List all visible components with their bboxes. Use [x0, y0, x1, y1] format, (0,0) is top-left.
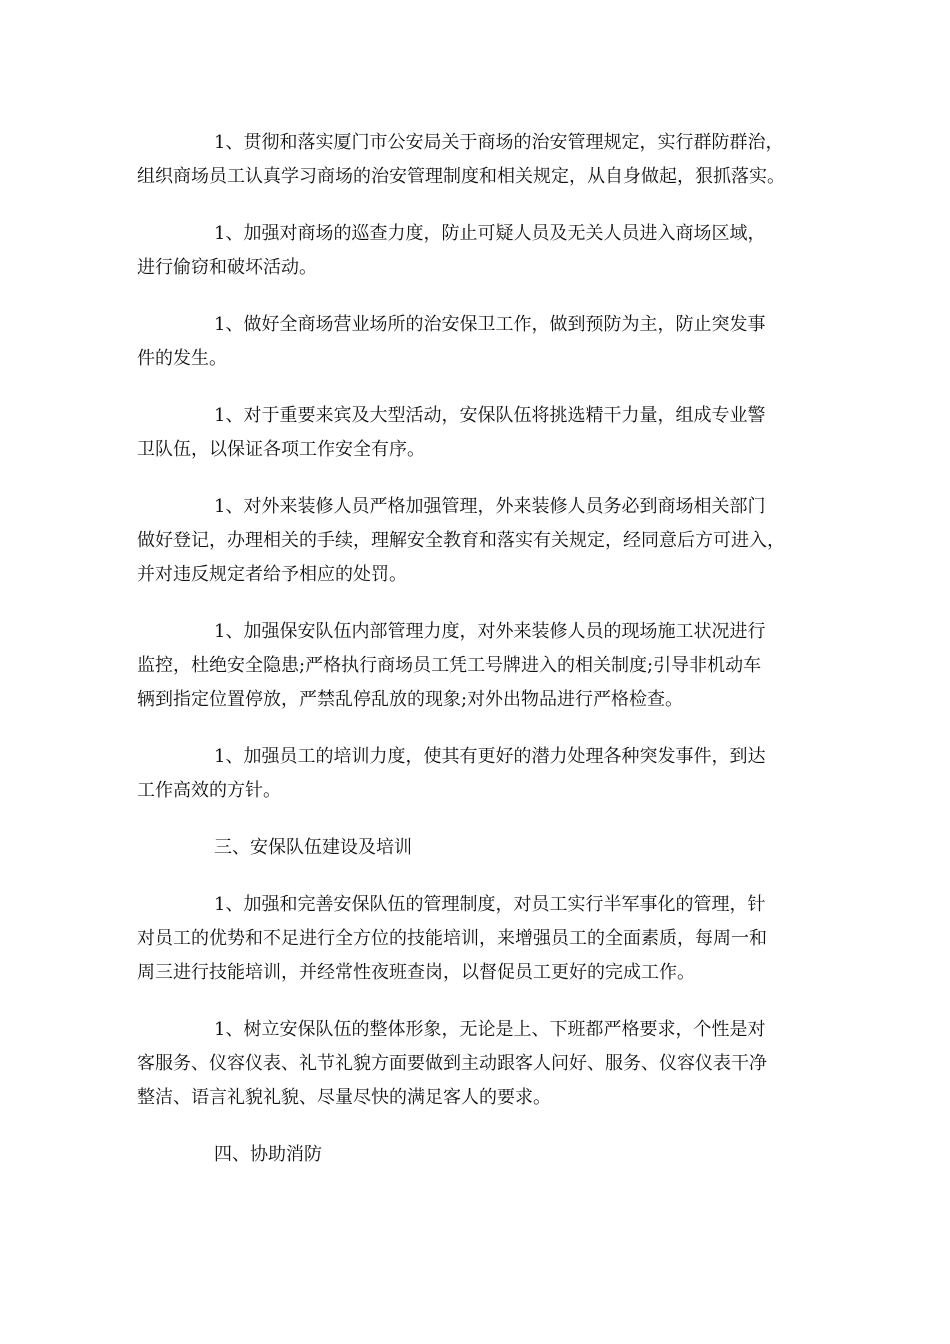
paragraph-line: 1、加强保安队伍内部管理力度，对外来装修人员的现场施工状况进行 — [214, 621, 766, 642]
paragraph-line: 客服务、仪容仪表、礼节礼貌方面要做到主动跟客人问好、服务、仪容仪表干净 — [137, 1053, 767, 1074]
document-body — [137, 126, 827, 1195]
paragraph-line: 件的发生。 — [137, 348, 227, 369]
section-heading-text: 三、安保队伍建设及培训 — [214, 837, 412, 858]
paragraph-line: 并对违反规定者给予相应的处罚。 — [137, 564, 407, 585]
paragraph-line: 进行偷窃和破坏活动。 — [137, 257, 317, 278]
section-heading-text: 四、协助消防 — [214, 1144, 322, 1165]
paragraph-line: 组织商场员工认真学习商场的治安管理制度和相关规定，从自身做起，狠抓落实。 — [137, 166, 785, 187]
paragraph-7 — [137, 740, 827, 808]
paragraph-line: 1、对于重要来宾及大型活动，安保队伍将挑选精干力量，组成专业警 — [214, 405, 766, 426]
section-heading-4 — [137, 1138, 827, 1172]
paragraph-8 — [137, 888, 827, 990]
paragraph-line: 卫队伍，以保证各项工作安全有序。 — [137, 439, 425, 460]
paragraph-line: 1、加强员工的培训力度，使其有更好的潜力处理各种突发事件，到达 — [214, 746, 766, 767]
paragraph-2 — [137, 217, 827, 285]
section-heading-3 — [137, 831, 827, 865]
paragraph-line: 做好登记，办理相关的手续，理解安全教育和落实有关规定，经同意后方可进入， — [137, 530, 785, 551]
paragraph-3 — [137, 308, 827, 376]
paragraph-9 — [137, 1013, 827, 1115]
paragraph-line: 工作高效的方针。 — [137, 780, 281, 801]
paragraph-line: 整洁、语言礼貌礼貌、尽量尽快的满足客人的要求。 — [137, 1087, 551, 1108]
paragraph-line: 辆到指定位置停放，严禁乱停乱放的现象;对外出物品进行严格检查。 — [137, 689, 684, 710]
paragraph-line: 1、做好全商场营业场所的治安保卫工作，做到预防为主，防止突发事 — [214, 314, 766, 335]
paragraph-line: 1、对外来装修人员严格加强管理，外来装修人员务必到商场相关部门 — [214, 496, 766, 517]
paragraph-6 — [137, 615, 827, 717]
paragraph-line: 1、树立安保队伍的整体形象，无论是上、下班都严格要求，个性是对 — [214, 1019, 766, 1040]
paragraph-line: 1、加强和完善安保队伍的管理制度，对员工实行半军事化的管理，针 — [214, 894, 766, 915]
paragraph-5 — [137, 490, 827, 592]
paragraph-line: 周三进行技能培训，并经常性夜班查岗，以督促员工更好的完成工作。 — [137, 962, 695, 983]
paragraph-line: 对员工的优势和不足进行全方位的技能培训，来增强员工的全面素质，每周一和 — [137, 928, 767, 949]
paragraph-line: 1、贯彻和落实厦门市公安局关于商场的治安管理规定，实行群防群治， — [214, 132, 784, 153]
paragraph-1 — [137, 126, 827, 194]
paragraph-line: 监控，杜绝安全隐患;严格执行商场员工凭工号牌进入的相关制度;引导非机动车 — [137, 655, 762, 676]
paragraph-4 — [137, 399, 827, 467]
paragraph-line: 1、加强对商场的巡查力度，防止可疑人员及无关人员进入商场区域， — [214, 223, 766, 244]
